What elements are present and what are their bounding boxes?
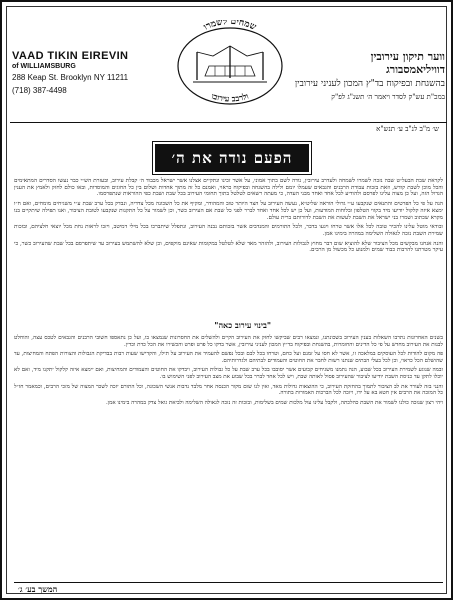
page-title: הפעם נודה את ה׳ xyxy=(155,144,309,172)
body-paragraph: לקראת שבת הבעל״ט שבה נזכה לשמרו לשמחה ולעדרב עירובין, נודה לשם בתוך אמוני, על אשר זכינו ונתקיים אצלנו אשר ישראל מכבוד ה׳ קבלת עירוב, ובעזרת הש״י כבר נעשו הסדרים המתאימים והכל מוכן לשבת קודש, וזאת בזכות עבודת הרבנים והגבאים שעמלו יומם ולילה בהשגחה ובפיקוח כראוי, ואמנם כל זה מתוך אחדות ושלום בין כל החוגים והמוסדות, ובאו כולם לחזק ולאמץ את הענין הגדול הזה, ועל כן מצוה עלינו לפרסם ולהודיע לכל אחד ואחד מבני העדה, כי מעתה רשאים לטלטל בתוך תחומי העירוב בכל שבת ושבת כפי ההוראות שנתפרסמו. xyxy=(14,178,443,198)
body-paragraph: ובמה שנוגע לשמירת העירוב בכל שבוע, הנה נתמנו משגיחים קבועים אשר יסובבו בכל ערב שבת על כל גבולות העירוב, ויבדקו את החוטים והעמודים והמחיצות, ואם יימצא איזה קלקול יתקנו מיד, ואם לא יוכלו לתקן עד כניסת השבת יודיעו לציבור שהעירוב פסול לאותה שבת, ויש לכל אחד לברר בכל שבוע את מצב העירוב לפני השימוש בו. xyxy=(14,367,443,380)
logo-arc-bottom-text: ולרבב עירובו xyxy=(210,90,250,104)
eruv-logo-graphic xyxy=(175,20,285,105)
body-paragraph: פה מקום להודות לכל העוסקים במלאכה זו, אשר לא חסו על זמנם ועל כחם, וטרחו בכל לבם ובכל נפשם להעמיד את העירוב על תילו, והקדישו שעות רבות בבדיקת הגבולות והצורות הפתח והמחיצות, עד שהושלם הכל כראוי, וכן לכל בעלי הבתים שנתנו רשות לחבר את החוטים והעמודים לבתיהם ולגדרותיהם. xyxy=(14,351,443,364)
english-phone: (718) 387-4498 xyxy=(12,86,67,95)
english-org-subtitle: of WILLIAMSBURG xyxy=(12,63,76,70)
continued-note: המשך בע׳ ג׳ xyxy=(18,584,58,594)
logo-arc-top-text: שמחים לשמרו xyxy=(202,20,258,33)
hebrew-date-line: במכ"ת עש"ק לסדר ויאמר ה׳ תשנ"ג לפ"ק xyxy=(331,93,445,101)
letterhead-divider xyxy=(10,122,447,123)
body-paragraph: והנני בזה לעורר את לב הציבור לתמוך בהחזקת העירוב, כי ההוצאות גדולות מאד, ואין לנו שום מקור הכנסה אחר מלבד נדבות אנשי השכונה, וכל התורם יזכה לשכר המצוה של מזכי הרבים, וכמאמר חז״ל כל המזכה את הרבים אין חטא בא על ידו, ויזכה לכל הברכות האמורות בתורה. xyxy=(14,383,443,397)
body-section-2 xyxy=(14,335,443,409)
eruv-logo xyxy=(175,20,285,105)
hebrew-org-city: דוויליאמסבורג xyxy=(386,63,445,76)
body-paragraph: ובודאי מוטל עלינו להכיר טובה לכל אלו אשר טרחו ויגעו בדבר, ולכל התורמים והמנדבים אשר בזכותם נבנה העירוב, ונתפלל שיתברכו בכל מילי דמיטב, ויזכו לראות נחת מכל יוצאי חלציהם, ובזכות שמירת השבת נזכה לגאולה השלימה במהרה בימינו אמן. xyxy=(14,224,443,237)
hebrew-sig-line: ש׳ מ"ב לנ"ב ע׳ תנש"א xyxy=(376,125,439,133)
english-org-name: VAAD TIKIN EIREVIN xyxy=(12,50,129,62)
section-heading-row xyxy=(14,320,443,332)
body-section-1 xyxy=(14,178,443,257)
letterhead xyxy=(10,10,447,120)
body-paragraph: והנה אנחנו מבקשים מכל הציבור שלא להוציא שום דבר מחוץ לגבולות העירוב, ולהזהר מאד שלא לטלטל במקומות שאינם מוקפים, וכן שלא להשתמש בעירוב עד שיתפרסם בכל שבת שהעירוב כשר, כי עיקר מטרתנו להרבות כבוד שמים ולמנוע כל מכשול מן הרבים. xyxy=(14,240,443,254)
hebrew-org-block xyxy=(290,50,445,101)
body-paragraph: בשנים האחרונות נתרבו השאלות בענין העירוב בשכונתנו, ונמצאו רבים שביקשו לחזק את העירוב הקיים ולהשלים את החסרונות שנמצאו בו, ועל כן נתאספו חשובי הרבנים והגבאים לטכס עצה, והוחלט לבנות את העירוב מחדש על פי כל הדינים והחומרות, בהשגחת ובפיקוח בד״ץ המכון לעניני עירובין, אשר בדקו כל פרט ופרט והכשירו את הכל כדת וכדין. xyxy=(14,335,443,348)
svg-text:ולרבב עירובו xyxy=(210,91,250,104)
english-org-block xyxy=(12,50,162,95)
hebrew-supervision-line: בהשגחת ובפיקוח בד"ץ המכון לעניני עירובין xyxy=(294,79,445,89)
footer-divider xyxy=(14,582,443,583)
hebrew-org-name: ווער תיקון עירובין xyxy=(370,50,445,63)
english-address: 288 Keap St. Brooklyn NY 11211 xyxy=(12,73,129,82)
section-heading: "בינוי עירוב כאה" xyxy=(214,320,271,330)
body-paragraph: הנה על פי כל הפרטים והתנאים שנקבעו ע״י גדולי הוראה שליט״א, נעשה העירוב על הצד היותר טוב והמהודר, ומקיף את כל השכונה מכל צדדיה, ונבדק בכל ערב שבת ע״י משגיחים מומחים, ואם ח״ו ימצא איזה קלקול יודיעו מיד בקווי הטלפון ובלוחות המודעות, ועל כן יש לכל אחד ואחד לברר לפני כל שבת אם העירוב כשר, וכן לשמור על כל התקנות שנקבעו לטובת הציבור, ואנו תפילה שיתקיים בנו מקרא שכתוב ושמרו בני ישראל את השבת לעשות את השבת לדורותם ברית עולם. xyxy=(14,201,443,221)
body-paragraph: ויהי רצון שנזכה כולנו לשמור את השבת כהלכתה, ולקבל עלינו עול מלכות שמים בשלימות, ובזכות זה נזכה לגאולה השלימה ולביאת גואל צדק במהרה בימינו אמן. xyxy=(105,399,443,406)
